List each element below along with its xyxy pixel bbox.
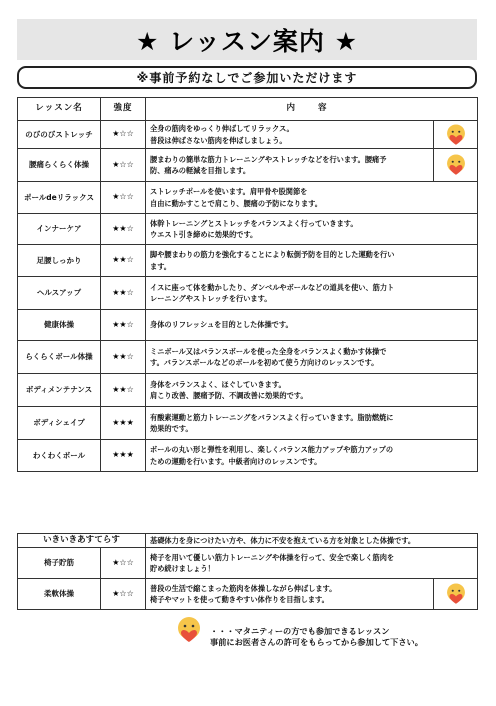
maternity-note-line2: 事前にお医者さんの許可をもらってから参加して下さい。 <box>210 636 423 647</box>
ikiiki-table <box>17 533 478 610</box>
lesson-row <box>18 341 478 374</box>
page-title: ★ レッスン案内 ★ <box>136 26 358 56</box>
lesson-row <box>18 214 478 245</box>
lesson-name: 椅子貯筋 <box>18 548 101 579</box>
title-banner <box>17 19 477 60</box>
lesson-intensity: ★★☆ <box>101 245 146 277</box>
lesson-description <box>146 214 478 245</box>
lesson-intensity: ★☆☆ <box>101 548 146 579</box>
lesson-table <box>17 97 478 472</box>
ikiiki-description: 基礎体力を身につけたい方や、体力に不安を抱えている方を対象とした体操です。 <box>146 534 478 548</box>
lesson-name: 足腰しっかり <box>18 245 101 277</box>
description-line: 腰まわりの簡単な筋力トレーニングやストレッチなどを行います。腰痛予 <box>150 154 387 164</box>
lesson-row <box>18 374 478 407</box>
description-line: ウエスト引き締めに効果的です。 <box>150 230 258 239</box>
ikiiki-title: いきいきあすてらす <box>18 534 146 548</box>
description-line: 肩こり改善、腰痛予防、不調改善に効果的です。 <box>150 391 308 400</box>
heart-mascot-icon <box>434 121 478 149</box>
description-line: ます。 <box>150 261 171 271</box>
description-line: イスに座って体を動かしたり、ダンベルやボールなどの道具を使い、筋力ト <box>150 282 395 292</box>
description-line: 自由に動かすことで肩こり、腰痛の予防になります。 <box>150 198 322 208</box>
description-line: 身体のリフレッシュを目的とした体操です。 <box>150 320 293 330</box>
description-line: す。バランスボールなどのボールを初めて使う方向けのレッスンです。 <box>150 358 379 367</box>
lesson-name: ポールdeリラックス <box>18 182 101 214</box>
lesson-row <box>18 277 478 310</box>
lesson-intensity: ★★★ <box>101 440 146 472</box>
lesson-description <box>146 310 478 341</box>
description-line: レーニングやストレッチを行います。 <box>150 294 272 303</box>
lesson-name: 腰痛らくらく体操 <box>18 149 101 182</box>
description-line: 防、痛みの軽減を目指します。 <box>150 166 251 175</box>
lesson-intensity: ★★☆ <box>101 374 146 407</box>
lesson-intensity: ★★☆ <box>101 277 146 310</box>
lesson-table-header <box>18 98 478 121</box>
lesson-name: のびのびストレッチ <box>18 121 101 149</box>
ikiiki-header-row <box>18 534 478 548</box>
heart-mascot-icon <box>173 614 205 646</box>
lesson-description <box>146 121 434 149</box>
description-line: ための運動を行います。中級者向けのレッスンです。 <box>150 456 322 466</box>
lesson-description <box>146 374 478 407</box>
lesson-intensity: ★★☆ <box>101 214 146 245</box>
lesson-row <box>18 440 478 472</box>
heart-mascot-icon <box>434 579 478 610</box>
lesson-name: ボディシェイプ <box>18 407 101 440</box>
lesson-description <box>146 407 478 440</box>
lesson-name: ボディメンテナンス <box>18 374 101 407</box>
description-line: 体幹トレーニングとストレッチをバランスよく行っていきます。 <box>150 218 358 228</box>
notice-box <box>17 66 477 89</box>
lesson-intensity: ★☆☆ <box>101 182 146 214</box>
description-line: 普段の生活で縮こまった筋肉を体操しながら伸ばします。 <box>150 584 337 594</box>
notice-text: ※事前予約なしでご参加いただけます <box>136 71 358 85</box>
lesson-name: 健康体操 <box>18 310 101 341</box>
description-line: 有酸素運動と筋力トレーニングをバランスよく行っていきます。脂肪燃焼に <box>150 412 394 422</box>
description-line: 椅子やマットを使って動きやすい体作りを目指します。 <box>150 595 329 605</box>
description-line: 椅子を用いて優しい筋力トレーニングや体操を行って、安全で楽しく筋肉を <box>150 553 395 563</box>
description-line: ミニボール又はバランスボールを使った全身をバランスよく動かす体操で <box>150 346 387 356</box>
description-line: 脚や腰まわりの筋力を強化することにより転倒予防を目的とした運動を行い <box>150 250 395 260</box>
header-content: 内 容 <box>146 98 478 121</box>
lesson-description <box>146 579 434 610</box>
lesson-name: わくわくボール <box>18 440 101 472</box>
lesson-row <box>18 245 478 277</box>
description-line: 身体をバランスよく、ほぐしていきます。 <box>150 379 286 389</box>
description-line: ボールの丸い形と弾性を利用し、楽しくバランス能力アップや筋力アップの <box>150 445 394 455</box>
lesson-row <box>18 121 478 149</box>
header-intensity: 強度 <box>101 98 146 121</box>
lesson-name: インナーケア <box>18 214 101 245</box>
lesson-row <box>18 407 478 440</box>
lesson-name: らくらくボール体操 <box>18 341 101 374</box>
lesson-intensity: ★★★ <box>101 407 146 440</box>
lesson-row <box>18 182 478 214</box>
heart-mascot-icon <box>434 149 478 182</box>
lesson-description <box>146 277 478 310</box>
header-lesson-name: レッスン名 <box>18 98 101 121</box>
lesson-description <box>146 440 478 472</box>
maternity-note-line1: ・・・マタニティーの方でも参加できるレッスン <box>210 626 390 636</box>
lesson-name: ヘルスアップ <box>18 277 101 310</box>
lesson-description <box>146 182 478 214</box>
lesson-row <box>18 579 478 610</box>
description-line: 貯め続けましょう！ <box>150 564 215 574</box>
lesson-intensity: ★★☆ <box>101 341 146 374</box>
lesson-intensity: ★★☆ <box>101 310 146 341</box>
lesson-row <box>18 310 478 341</box>
lesson-row <box>18 149 478 182</box>
description-line: ストレッチポールを使います。肩甲骨や股関節を <box>150 187 308 197</box>
maternity-note <box>210 626 423 647</box>
lesson-description <box>146 548 478 579</box>
lesson-name: 柔軟体操 <box>18 579 101 610</box>
lesson-description <box>146 341 478 374</box>
description-line: 全身の筋肉をゆっくり伸ばしてリラックス。 <box>150 124 294 134</box>
lesson-intensity: ★☆☆ <box>101 579 146 610</box>
lesson-description <box>146 245 478 277</box>
lesson-intensity: ★☆☆ <box>101 149 146 182</box>
description-line: 普段は伸ばさない筋肉を伸ばしましょう。 <box>150 135 287 145</box>
lesson-intensity: ★☆☆ <box>101 121 146 149</box>
description-line: 効果的です。 <box>150 424 193 433</box>
lesson-row <box>18 548 478 579</box>
lesson-description <box>146 149 434 182</box>
